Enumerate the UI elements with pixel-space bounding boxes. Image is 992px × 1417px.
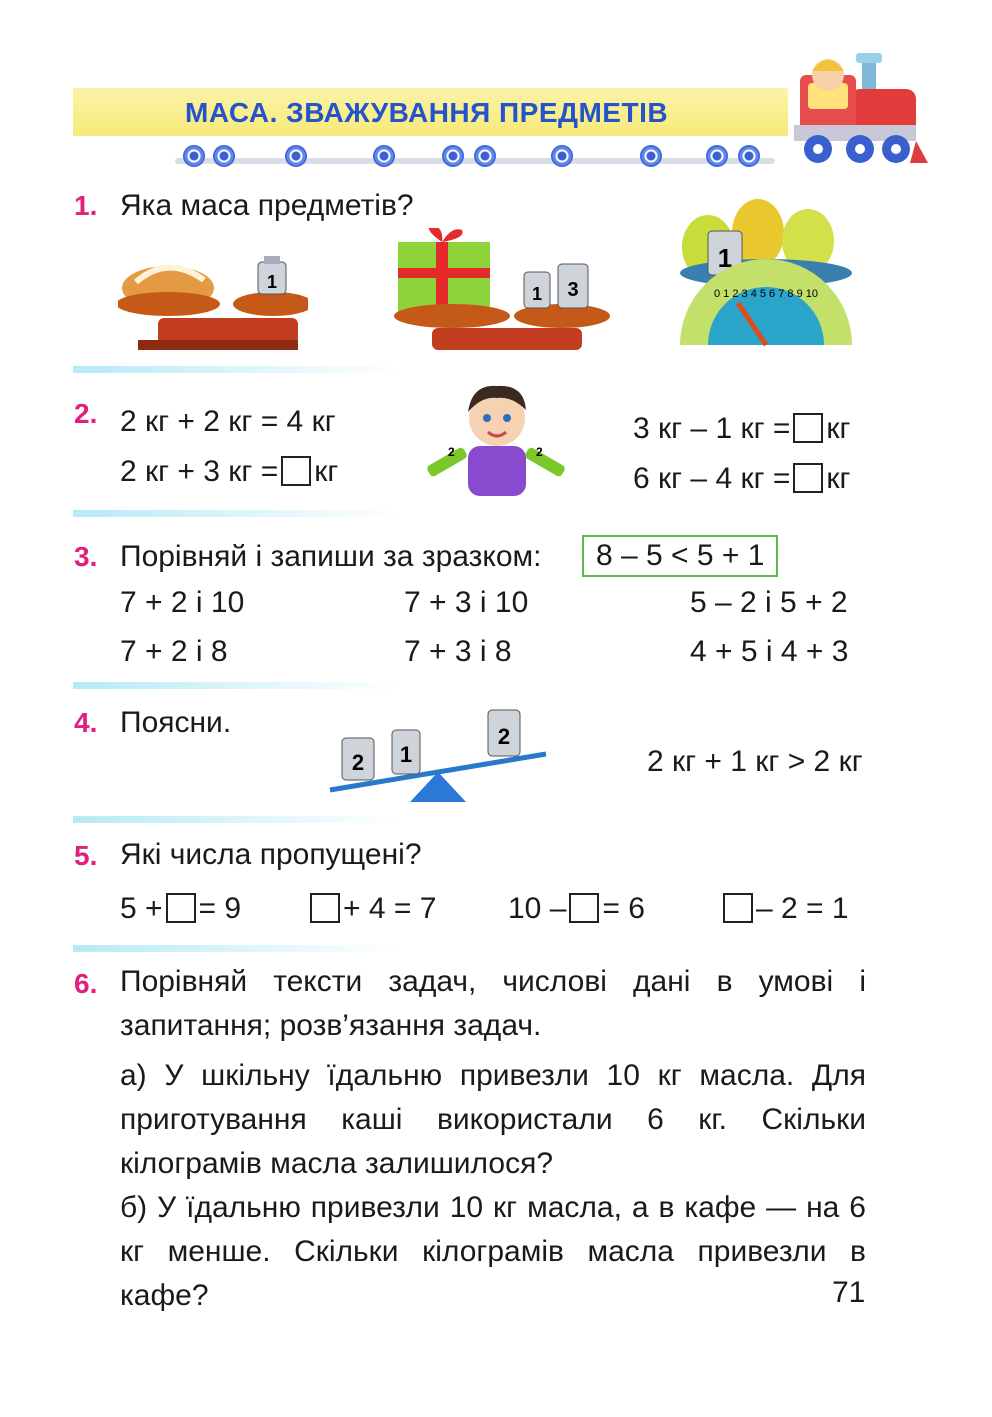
equation [120, 892, 241, 926]
weight-label: 1 [531, 284, 543, 304]
dumbbell-label: 2 [536, 445, 543, 459]
problem-a: а) У шкільну їдальню привезли 10 кг масла. Для приготування каші використали 6 кг. Скільки кілограмів масла залишилося? [120, 1059, 866, 1180]
comparison: 7 + 2 і 10 [120, 586, 245, 619]
divider [73, 366, 403, 373]
equation-right: – 2 = 1 [756, 892, 849, 925]
task-number: 6. [74, 968, 98, 999]
wheel [640, 145, 662, 167]
weight-label: 2 [497, 724, 511, 749]
equation [508, 892, 645, 926]
answer-box[interactable] [569, 893, 599, 923]
scale-bread [118, 248, 308, 358]
equation [720, 892, 849, 926]
task-text: Які числа пропущені? [120, 838, 422, 871]
equation-right: = 6 [602, 892, 645, 925]
equation-right: = 9 [198, 892, 242, 925]
task-number: 4. [74, 707, 98, 738]
equation-unit: кг [826, 462, 851, 495]
task-text: Поясни. [120, 706, 232, 739]
dial-scale-pears [668, 185, 858, 350]
wheel [442, 145, 464, 167]
boy-with-dumbbells [412, 378, 582, 498]
train-illustration [790, 45, 930, 170]
wheel [474, 145, 496, 167]
page-title: МАСА. ЗВАЖУВАННЯ ПРЕДМЕТІВ [185, 97, 669, 128]
answer-box[interactable] [281, 456, 311, 486]
wheel [551, 145, 573, 167]
weight-label: 2 [351, 750, 365, 775]
weight-label: 1 [399, 742, 413, 767]
task-number: 2. [74, 398, 98, 429]
task-number: 5. [74, 840, 98, 871]
equation-left: 3 кг – 1 кг = [633, 412, 791, 445]
task-text: Яка маса предметів? [120, 189, 414, 222]
equation [633, 412, 850, 446]
equation [120, 455, 338, 489]
wheel [285, 145, 307, 167]
equation [633, 462, 850, 496]
comparison: 7 + 3 і 8 [404, 635, 512, 668]
divider [73, 945, 403, 952]
answer-box[interactable] [793, 413, 823, 443]
scale-gift [392, 228, 614, 358]
task-number: 3. [74, 541, 98, 572]
balance-seesaw [326, 700, 550, 805]
sample-box: 8 – 5 < 5 + 1 [582, 535, 778, 577]
comparison: 7 + 3 і 10 [404, 586, 529, 619]
dumbbell-label: 2 [448, 445, 455, 459]
task-number: 1. [74, 190, 98, 221]
equation-unit: кг [826, 412, 851, 445]
wheel [738, 145, 760, 167]
equation-left: 10 – [508, 892, 567, 925]
wheel [213, 145, 235, 167]
answer-box[interactable] [310, 893, 340, 923]
equation-left: 6 кг – 4 кг = [633, 462, 791, 495]
problem-b: б) У їдальню привезли 10 кг масла, а в кафе — на 6 кг менше. Скільки кілограмів масла привезли в кафе? [120, 1191, 866, 1312]
weight-label: 1 [717, 243, 733, 273]
equation-unit: кг [314, 455, 339, 488]
equation [307, 892, 436, 926]
wheel [706, 145, 728, 167]
equation: 2 кг + 2 кг = 4 кг [120, 405, 336, 438]
divider [73, 816, 403, 823]
divider [73, 510, 403, 517]
equation-left: 5 + [120, 892, 163, 925]
wheel [373, 145, 395, 167]
equation-left: 2 кг + 3 кг = [120, 455, 279, 488]
equation-right: + 4 = 7 [343, 892, 437, 925]
task-intro: Порівняй тексти задач, числові дані в умові і запитання; розв’язання задач. [120, 965, 866, 1042]
answer-box[interactable] [793, 463, 823, 493]
answer-box[interactable] [723, 893, 753, 923]
comparison: 5 – 2 і 5 + 2 [690, 586, 848, 619]
wheel [183, 145, 205, 167]
inequality: 2 кг + 1 кг > 2 кг [647, 745, 863, 778]
task-text: Порівняй і запиши за зразком: [120, 540, 542, 573]
divider [73, 682, 403, 689]
comparison: 4 + 5 і 4 + 3 [690, 635, 849, 668]
weight-label: 1 [266, 272, 278, 292]
weight-label: 3 [567, 279, 579, 301]
dial-numbers: 0 1 2 3 4 5 6 7 8 9 10 [714, 288, 818, 300]
comparison: 7 + 2 і 8 [120, 635, 228, 668]
page-number: 71 [832, 1276, 866, 1309]
answer-box[interactable] [166, 893, 196, 923]
